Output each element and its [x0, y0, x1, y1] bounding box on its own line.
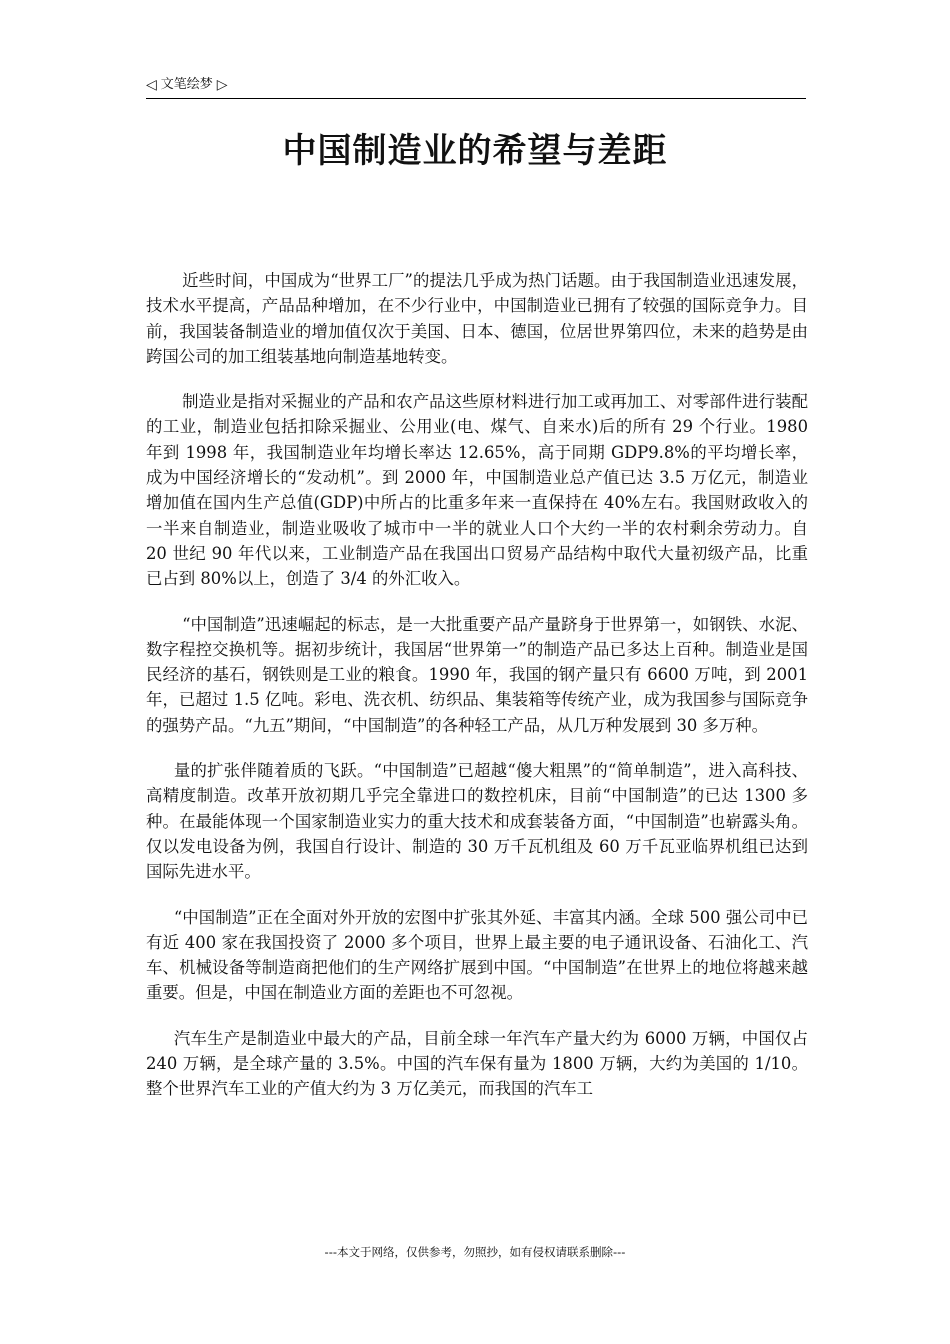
document-body — [146, 268, 808, 1102]
page-header — [146, 76, 806, 99]
document-title: 中国制造业的希望与差距 — [282, 131, 668, 171]
left-triangle-icon: ◁ — [146, 77, 157, 93]
paragraph-4: 量的扩张伴随着质的飞跃。“中国制造”已超越“傻大粗黑”的“简单制造”，进入高科技、高精度制造。改革开放初期几乎完全靠进口的数控机床，目前“中国制造”的已达 1300 多种。在最能体现一个国家制造业实力的重大技术和成套装备方面，“中国制造”也崭露头角。仅以发电设备为例，我国自行设计、制造的 30 万千瓦机组及 60 万千瓦亚临界机组已达到国际先进水平。 — [146, 761, 808, 882]
paragraph-3: “中国制造”迅速崛起的标志，是一大批重要产品产量跻身于世界第一，如钢铁、水泥、数字程控交换机等。据初步统计，我国居“世界第一”的制造产品已多达上百种。制造业是国民经济的基石，钢铁则是工业的粮食。1990 年，我国的钢产量只有 6600 万吨，到 2001 年，已超过 1.5 亿吨。彩电、洗衣机、纺织品、集装箱等传统产业，成为我国参与国际竞争的强势产品。“九五”期间，“中国制造”的各种轻工产品，从几万种发展到 30 多万种。 — [146, 614, 808, 735]
page-footer-note: ---本文于网络，仅供参考，勿照抄，如有侵权请联系删除--- — [324, 1245, 626, 1259]
paragraph-1: 近些时间，中国成为“世界工厂”的提法几乎成为热门话题。由于我国制造业迅速发展，技术水平提高，产品品种增加，在不少行业中，中国制造业已拥有了较强的国际竞争力。目前，我国装备制造业的增加值仅次于美国、日本、德国，位居世界第四位，未来的趋势是由跨国公司的加工组装基地向制造基地转变。 — [146, 271, 808, 366]
paragraph-5: “中国制造”正在全面对外开放的宏图中扩张其外延、丰富其内涵。全球 500 强公司中已有近 400 家在我国投资了 2000 多个项目，世界上最主要的电子通讯设备、石油化工、汽车、机械设备等制造商把他们的生产网络扩展到中国。“中国制造”在世界上的地位将越来越重要。但是，中国在制造业方面的差距也不可忽视。 — [146, 907, 808, 1003]
paragraph-2: 制造业是指对采掘业的产品和农产品这些原材料进行加工或再加工、对零部件进行装配的工业，制造业包括扣除采掘业、公用业(电、煤气、自来水)后的所有 29 个行业。1980 年到 1998 年，我国制造业年均增长率达 12.65%，高于同期 GDP9.8%的平均增长率，成为中国经济增长的“发动机”。到 2000 年，中国制造业总产值已达 3.5 万亿元，制造业增加值在国内生产总值(GDP)中所占的比重多年来一直保持在 40%左右。我国财政收入的一半来自制造业，制造业吸收了城市中一半的就业人口个大约一半的农村剩余劳动力。自 20 世纪 90 年代以来，工业制造产品在我国出口贸易产品结构中取代大量初级产品，比重已占到 80%以上，创造了 3/4 的外汇收入。 — [146, 392, 808, 589]
header-brand-row — [146, 76, 806, 94]
right-triangle-icon: ▷ — [216, 77, 228, 93]
paragraph-6: 汽车生产是制造业中最大的产品，目前全球一年汽车产量大约为 6000 万辆，中国仅占 240 万辆，是全球产量的 3.5%。中国的汽车保有量为 1800 万辆，大约为美国的 1/10。整个世界汽车工业的产值大约为 3 万亿美元，而我国的汽车工 — [146, 1028, 808, 1099]
header-brand-text: 文笔绘梦 — [160, 77, 213, 92]
